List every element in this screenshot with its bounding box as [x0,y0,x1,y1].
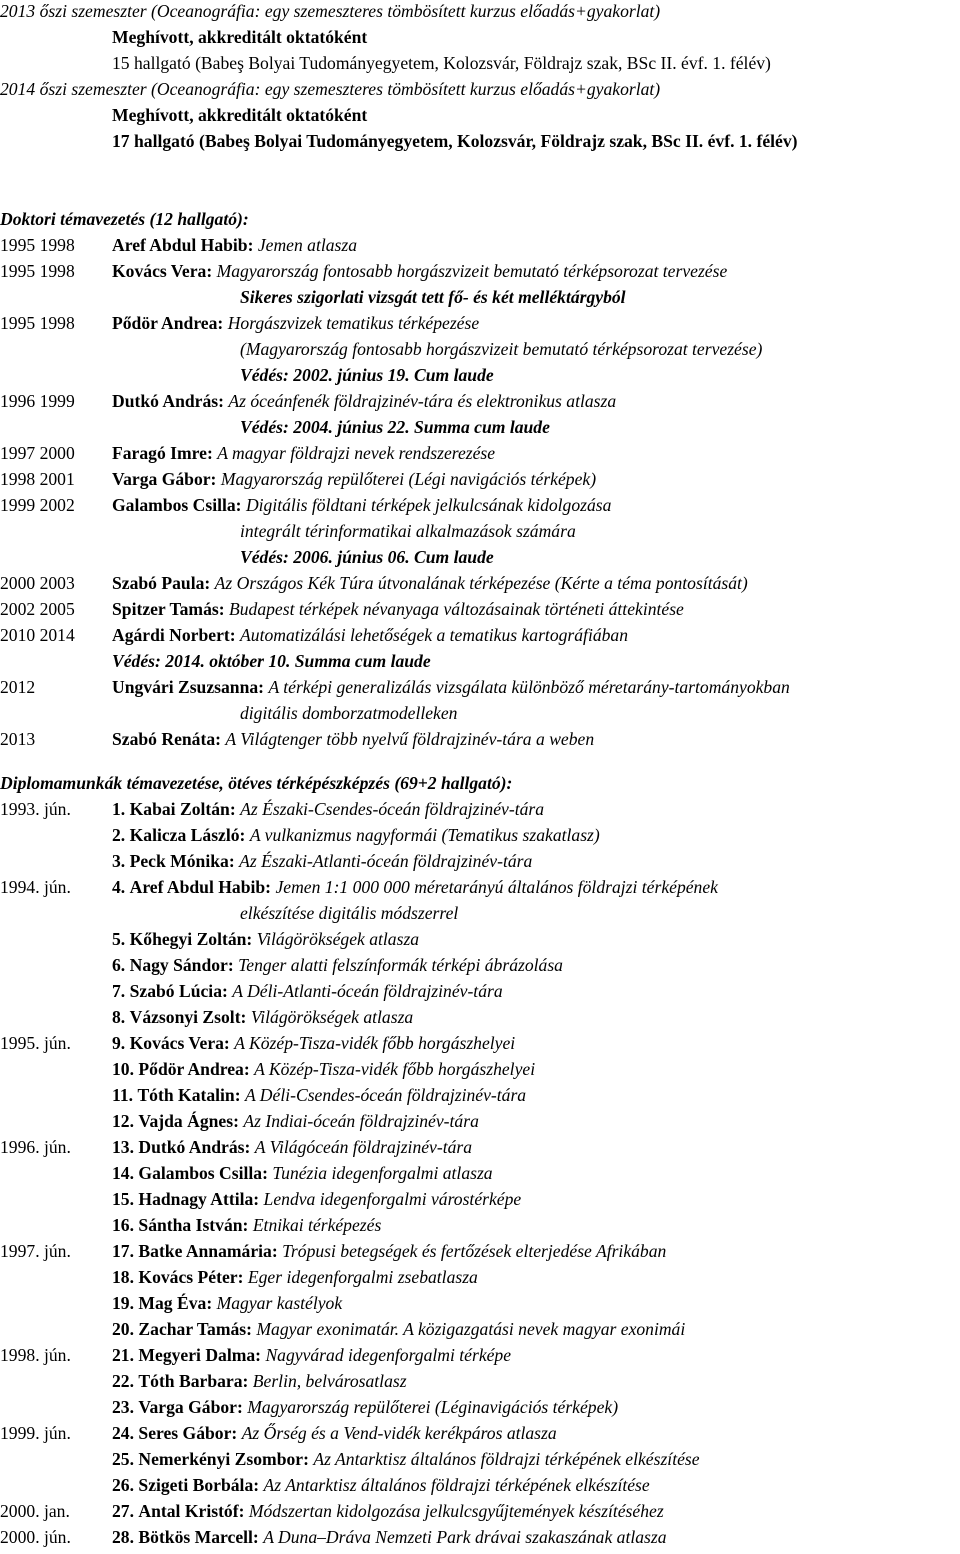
doctoral-entry [112,676,790,698]
doctoral-thesis-title: Magyarország fontosabb horgászvizeit bemutató térképsorozat tervezése [216,261,728,281]
diploma-thesis-title: Világörökségek atlasza [250,1007,414,1027]
diploma-entry [112,1136,472,1158]
diploma-number: 23. [112,1397,134,1417]
diploma-student-name: Antal Kristóf: [138,1501,245,1521]
diploma-student-name: Szigeti Borbála: [138,1475,260,1495]
doctoral-row [0,416,960,438]
diploma-thesis-title: Etnikai térképezés [252,1215,382,1235]
diploma-thesis-title: A vulkanizmus nagyformái (Tematikus szakatlasz) [249,825,600,845]
doctoral-heading: Doktori témavezetés (12 hallgató): [0,209,249,229]
doctoral-row [0,624,960,646]
diploma-row [0,928,960,950]
diploma-student-name: Hadnagy Attila: [138,1189,260,1209]
doctoral-thesis-title: Az óceánfenék földrajzinév-tára és elektronikus atlasza [228,391,617,411]
diploma-row [0,1292,960,1314]
diploma-entry [112,928,419,950]
diploma-row [0,1266,960,1288]
diploma-thesis-title: Az Őrség és a Vend-vidék kerékpáros atlasza [241,1423,557,1443]
diploma-entry [112,798,544,820]
diploma-thesis-title: Lendva idegenforgalmi várostérképe [263,1189,522,1209]
doctoral-row [0,390,960,412]
doctoral-student-name: Szabó Paula: [112,573,211,593]
course-2014-students: 17 hallgató (Babeş Bolyai Tudományegyetem, Kolozsvár, Földrajz szak, BSc II. évf. 1. félév) [112,131,798,151]
diploma-row [0,1318,960,1340]
doctoral-thesis-title: Horgászvizek tematikus térképezése [227,313,480,333]
doctoral-thesis-title: A térképi generalizálás vizsgálata különböző méretarány-tartományokban [268,677,790,697]
doctoral-student-name: Dutkó András: [112,391,224,411]
diploma-thesis-title: Tenger alatti felszínformák térképi ábrázolása [238,955,563,975]
diploma-student-name: Batke Annamária: [138,1241,278,1261]
diploma-number: 24. [112,1423,134,1443]
diploma-row [0,1344,960,1366]
doctoral-row [0,598,960,620]
diploma-row-continuation: elkészítése digitális módszerrel [240,903,459,923]
doctoral-row-continuation: Védés: 2006. június 06. Cum laude [240,547,494,567]
diploma-student-name: Szabó Lúcia: [129,981,228,1001]
diploma-thesis-title: A Világóceán földrajzinév-tára [254,1137,473,1157]
diploma-thesis-title: A Déli-Csendes-óceán földrajzinév-tára [244,1085,527,1105]
diploma-row [0,954,960,976]
doctoral-row [0,234,960,256]
course-2014-line: 2014 őszi szemeszter (Oceanográfia: egy szemeszteres tömbösített kurzus előadás+gyakorlat) [0,79,661,99]
diploma-row [0,850,960,872]
doctoral-years: 1998 2001 [0,469,75,489]
diploma-entry [112,1058,535,1080]
doctoral-row-continuation: (Magyarország fontosabb horgászvizeit bemutató térképsorozat tervezése) [240,339,763,359]
doctoral-student-name: Galambos Csilla: [112,495,242,515]
diploma-entry [112,1266,478,1288]
diploma-entry [112,1344,511,1366]
diploma-row [0,1448,960,1470]
diploma-entry [112,1188,521,1210]
diploma-student-name: Zachar Tamás: [138,1319,252,1339]
diploma-number: 18. [112,1267,134,1287]
diploma-number: 14. [112,1163,134,1183]
doctoral-student-name: Agárdi Norbert: [112,625,236,645]
doctoral-thesis-title: Jemen atlasza [257,235,358,255]
doctoral-student-name: Pődör Andrea: [112,313,224,333]
diploma-thesis-title: Tunézia idegenforgalmi atlasza [272,1163,493,1183]
diploma-number: 6. [112,955,126,975]
doctoral-years: 2010 2014 [0,625,75,645]
doctoral-years: 1995 1998 [0,313,75,333]
diploma-student-name: Dutkó András: [138,1137,251,1157]
diploma-thesis-title: A Közép-Tisza-vidék főbb horgászhelyei [254,1059,536,1079]
diploma-row [0,1422,960,1444]
doctoral-row [0,650,960,672]
doctoral-row [0,260,960,282]
course-2014-role: Meghívott, akkreditált oktatóként [112,105,368,125]
diploma-date: 1997. jún. [0,1241,71,1261]
doctoral-row [0,572,960,594]
diploma-thesis-title: Nagyvárad idegenforgalmi térképe [265,1345,512,1365]
doctoral-row-continuation: integrált térinformatikai alkalmazások számára [240,521,576,541]
diploma-number: 12. [112,1111,134,1131]
diploma-number: 2. [112,825,126,845]
diploma-number: 25. [112,1449,134,1469]
doctoral-row [0,728,960,750]
doctoral-student-name: Szabó Renáta: [112,729,221,749]
doctoral-entry [112,728,594,750]
diploma-row [0,1188,960,1210]
diploma-student-name: Aref Abdul Habib: [129,877,272,897]
diploma-thesis-title: Az Északi-Atlanti-óceán földrajzinév-tára [239,851,533,871]
doctoral-thesis-title: Automatizálási lehetőségek a tematikus kartográfiában [240,625,629,645]
diploma-student-name: Nagy Sándor: [129,955,234,975]
diploma-entry [112,1110,479,1132]
doctoral-entry [112,494,611,516]
diploma-date: 1994. jún. [0,877,71,897]
doctoral-thesis-title: A magyar földrajzi nevek rendszerezése [217,443,496,463]
diploma-date: 1998. jún. [0,1345,71,1365]
diploma-thesis-title: Eger idegenforgalmi zsebatlasza [247,1267,478,1287]
doctoral-row [0,468,960,490]
doctoral-entry [112,624,628,646]
doctoral-row-continuation: Védés: 2002. június 19. Cum laude [240,365,494,385]
doctoral-years: 1995 1998 [0,235,75,255]
diploma-row [0,1084,960,1106]
doctoral-entry [112,442,495,464]
doctoral-years: 1997 2000 [0,443,75,463]
diploma-number: 8. [112,1007,126,1027]
diploma-entry [112,1318,685,1340]
diploma-date: 2000. jún. [0,1527,71,1547]
diploma-entry [112,1214,381,1236]
diploma-number: 11. [112,1085,134,1105]
course-2013-line: 2013 őszi szemeszter (Oceanográfia: egy szemeszteres tömbösített kurzus előadás+gyakorlat) [0,1,661,21]
course-2013-students: 15 hallgató (Babeş Bolyai Tudományegyetem, Kolozsvár, Földrajz szak, BSc II. évf. 1. félév) [112,53,771,73]
diploma-student-name: Galambos Csilla: [138,1163,268,1183]
diploma-date: 1995. jún. [0,1033,71,1053]
doctoral-row-continuation: Védés: 2004. június 22. Summa cum laude [240,417,550,437]
diploma-number: 22. [112,1371,134,1391]
doctoral-student-name: Ungvári Zsuzsanna: [112,677,265,697]
diploma-student-name: Megyeri Dalma: [138,1345,262,1365]
diploma-number: 3. [112,851,126,871]
diploma-row [0,1214,960,1236]
diploma-student-name: Sántha István: [138,1215,249,1235]
diploma-entry [112,1084,526,1106]
doctoral-row [0,546,960,568]
diploma-student-name: Tóth Katalin: [137,1085,241,1105]
diploma-number: 5. [112,929,126,949]
diploma-entry [112,850,532,872]
diploma-number: 1. [112,799,126,819]
diploma-student-name: Kovács Vera: [129,1033,230,1053]
diploma-number: 26. [112,1475,134,1495]
doctoral-row-continuation: Sikeres szigorlati vizsgát tett fő- és két melléktárgyból [240,287,626,307]
diploma-student-name: Bötkös Marcell: [138,1527,259,1547]
diploma-date: 1999. jún. [0,1423,71,1443]
doctoral-thesis-title: Magyarország repülőterei (Légi navigációs térképek) [220,469,597,489]
doctoral-row-continuation: digitális domborzatmodelleken [240,703,458,723]
doctoral-row [0,312,960,334]
doctoral-entry [112,598,684,620]
diploma-row [0,1136,960,1158]
diploma-number: 9. [112,1033,126,1053]
diploma-number: 7. [112,981,126,1001]
diploma-student-name: Pődör Andrea: [138,1059,250,1079]
diploma-student-name: Kőhegyi Zoltán: [129,929,253,949]
diploma-number: 27. [112,1501,134,1521]
doctoral-row [0,494,960,516]
doctoral-student-name: Varga Gábor: [112,469,217,489]
diploma-entry [112,1162,493,1184]
diploma-thesis-title: Magyarország repülőterei (Léginavigációs térképek) [247,1397,619,1417]
doctoral-row [0,338,960,360]
diploma-student-name: Varga Gábor: [138,1397,243,1417]
diploma-number: 15. [112,1189,134,1209]
doctoral-student-name: Aref Abdul Habib: [112,235,254,255]
diploma-thesis-title: Az Északi-Csendes-óceán földrajzinév-tára [240,799,545,819]
diploma-thesis-title: Trópusi betegségek és fertőzések elterjedése Afrikában [282,1241,667,1261]
diploma-number: 28. [112,1527,134,1547]
diploma-number: 16. [112,1215,134,1235]
diploma-date: 1996. jún. [0,1137,71,1157]
diploma-row [0,1474,960,1496]
diploma-row [0,824,960,846]
doctoral-entry [112,260,727,282]
diploma-number: 19. [112,1293,134,1313]
diploma-student-name: Mag Éva: [138,1293,213,1313]
diploma-entry [112,1370,407,1392]
doctoral-row [0,520,960,542]
diploma-row [0,980,960,1002]
doctoral-years: 2000 2003 [0,573,75,593]
diploma-entry [112,1526,667,1548]
diploma-entry [112,876,718,898]
diploma-entry [112,824,600,846]
doctoral-row [0,364,960,386]
doctoral-thesis-title: Budapest térképek névanyaga változásainak történeti áttekintése [229,599,684,619]
diploma-thesis-title: Berlin, belvárosatlasz [252,1371,407,1391]
diploma-student-name: Vázsonyi Zsolt: [129,1007,247,1027]
diploma-number: 17. [112,1241,134,1261]
diploma-number: 13. [112,1137,134,1157]
diploma-thesis-title: Világörökségek atlasza [256,929,420,949]
doctoral-years: 2013 [0,729,36,749]
diploma-number: 4. [112,877,126,897]
diploma-date: 2000. jan. [0,1501,70,1521]
diploma-entry [112,1422,557,1444]
doctoral-entry [112,312,479,334]
doctoral-row-continuation: Védés: 2014. október 10. Summa cum laude [112,651,431,671]
diploma-student-name: Kabai Zoltán: [129,799,236,819]
diploma-heading: Diplomamunkák témavezetése, ötéves térképészképzés (69+2 hallgató): [0,773,513,793]
diploma-student-name: Seres Gábor: [138,1423,238,1443]
doctoral-entry [112,572,748,594]
diploma-entry [112,1396,618,1418]
doctoral-years: 1999 2002 [0,495,75,515]
diploma-row [0,876,960,898]
diploma-thesis-title: A Déli-Atlanti-óceán földrajzinév-tára [232,981,503,1001]
diploma-row [0,1006,960,1028]
diploma-row [0,1058,960,1080]
doctoral-thesis-title: A Világtenger több nyelvű földrajzinév-tára a weben [225,729,595,749]
diploma-student-name: Kalicza László: [129,825,246,845]
diploma-date: 1993. jún. [0,799,71,819]
doctoral-entry [112,468,596,490]
doctoral-row [0,286,960,308]
diploma-number: 10. [112,1059,134,1079]
doctoral-years: 1996 1999 [0,391,75,411]
diploma-thesis-title: Jemen 1:1 000 000 méretarányú általános földrajzi térképének [275,877,718,897]
diploma-thesis-title: Magyar kastélyok [216,1293,343,1313]
diploma-student-name: Tóth Barbara: [138,1371,249,1391]
diploma-entry [112,1240,666,1262]
diploma-student-name: Kovács Péter: [138,1267,244,1287]
diploma-student-name: Nemerkényi Zsombor: [138,1449,309,1469]
diploma-row [0,1370,960,1392]
course-2013-role: Meghívott, akkreditált oktatóként [112,27,368,47]
diploma-number: 20. [112,1319,134,1339]
diploma-thesis-title: A Közép-Tisza-vidék főbb horgászhelyei [234,1033,516,1053]
diploma-thesis-title: Az Indiai-óceán földrajzinév-tára [243,1111,479,1131]
diploma-row [0,1240,960,1262]
doctoral-thesis-title: Digitális földtani térképek jelkulcsának kidolgozása [245,495,612,515]
doctoral-years: 1995 1998 [0,261,75,281]
diploma-number: 21. [112,1345,134,1365]
diploma-row [0,1110,960,1132]
diploma-entry [112,1500,664,1522]
diploma-entry [112,1474,650,1496]
diploma-entry [112,1032,515,1054]
diploma-entry [112,954,563,976]
diploma-row [0,902,960,924]
doctoral-entry [112,390,616,412]
diploma-thesis-title: A Duna–Dráva Nemzeti Park drávai szakaszának atlasza [263,1527,667,1547]
doctoral-thesis-title: Az Országos Kék Túra útvonalának térképezése (Kérte a téma pontosítását) [214,573,748,593]
diploma-entry [112,980,503,1002]
diploma-row [0,1162,960,1184]
diploma-row [0,798,960,820]
diploma-thesis-title: Módszertan kidolgozása jelkulcsgyűjtemények készítéséhez [248,1501,664,1521]
doctoral-row [0,442,960,464]
diploma-student-name: Peck Mónika: [129,851,235,871]
doctoral-student-name: Spitzer Tamás: [112,599,225,619]
diploma-row [0,1500,960,1522]
diploma-entry [112,1006,413,1028]
diploma-row [0,1526,960,1548]
doctoral-student-name: Kovács Vera: [112,261,213,281]
doctoral-entry [112,234,357,256]
diploma-thesis-title: Magyar exonimatár. A közigazgatási nevek magyar exonimái [256,1319,686,1339]
diploma-row [0,1032,960,1054]
diploma-entry [112,1448,700,1470]
doctoral-row [0,676,960,698]
diploma-student-name: Vajda Ágnes: [138,1111,239,1131]
doctoral-student-name: Faragó Imre: [112,443,213,463]
diploma-thesis-title: Az Antarktisz általános földrajzi térképének elkészítése [313,1449,700,1469]
diploma-entry [112,1292,342,1314]
doctoral-years: 2002 2005 [0,599,75,619]
doctoral-row [0,702,960,724]
diploma-row [0,1396,960,1418]
diploma-thesis-title: Az Antarktisz általános földrajzi térképének elkészítése [263,1475,650,1495]
doctoral-years: 2012 [0,677,36,697]
